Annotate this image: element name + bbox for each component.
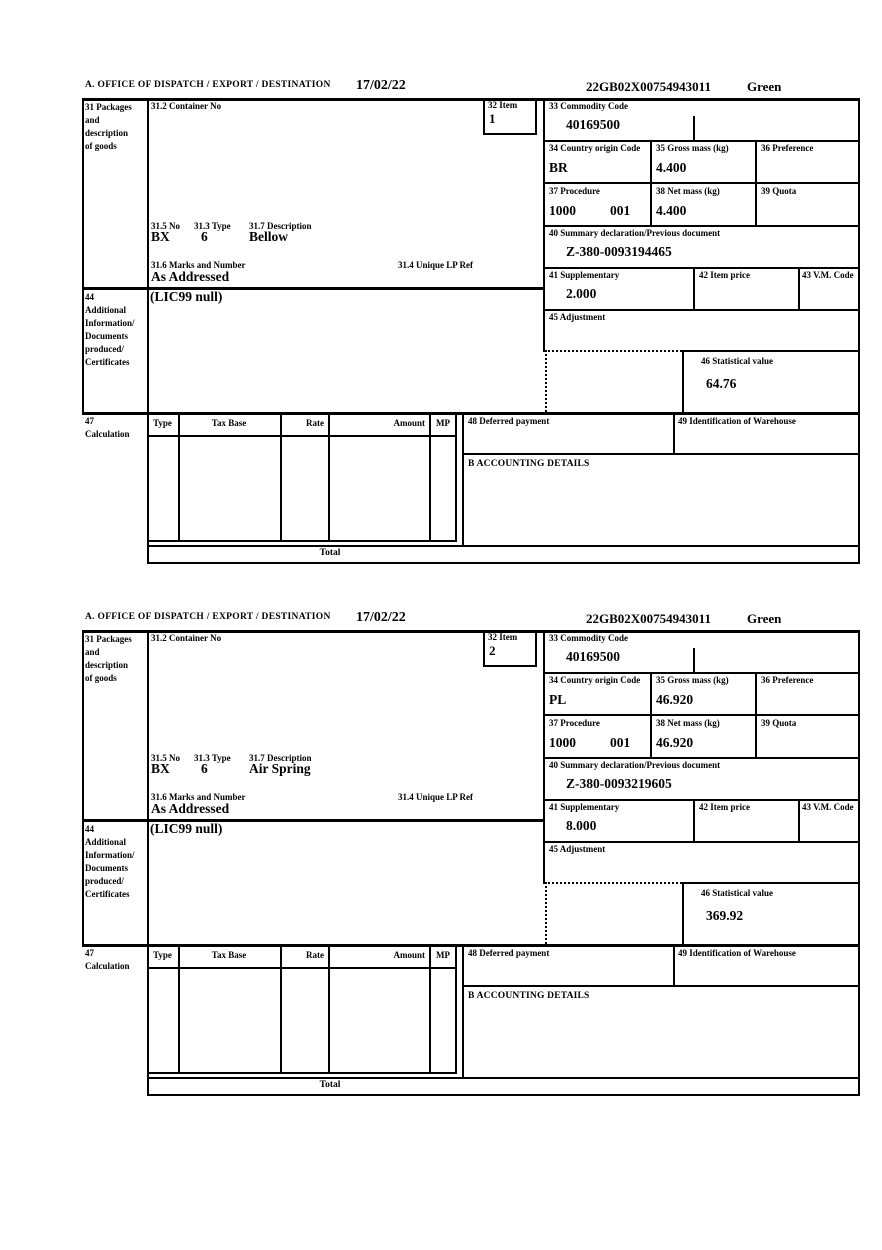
divider <box>147 630 149 1096</box>
divider <box>543 309 860 311</box>
divider <box>693 267 695 309</box>
divider <box>755 140 757 225</box>
divider <box>543 630 545 884</box>
box44-label-line: produced/ <box>85 344 124 354</box>
box44-label-line: Additional <box>85 305 127 315</box>
commodity-code-value: 40169500 <box>566 649 620 664</box>
goods-description-label: 31.7 Description <box>249 753 312 763</box>
box44-label-line: Additional <box>85 837 127 847</box>
box31-label-line: description <box>85 128 129 138</box>
container-no-label: 31.2 Container No <box>151 633 222 643</box>
divider <box>455 412 457 540</box>
divider <box>543 98 545 352</box>
packages-type-value: 6 <box>201 229 208 244</box>
divider <box>543 714 860 716</box>
divider <box>682 882 684 944</box>
divider <box>462 944 464 1077</box>
tax-base-header: Tax Base <box>211 950 247 960</box>
box44-label-line: Information/ <box>85 850 135 860</box>
dotted-divider <box>545 882 682 884</box>
gross-mass-value: 46.920 <box>656 692 694 707</box>
net-mass-label: 38 Net mass (kg) <box>656 186 720 196</box>
divider <box>82 944 860 947</box>
divider <box>693 799 695 841</box>
box44-label-line: Certificates <box>85 357 130 367</box>
divider <box>429 944 431 1072</box>
declaration-date: 17/02/22 <box>356 78 406 93</box>
packages-no-value: BX <box>151 229 170 244</box>
tax-mp-header: MP <box>436 950 450 960</box>
divider <box>673 944 675 987</box>
divider <box>682 882 860 884</box>
divider <box>755 672 757 757</box>
tax-rate-header: Rate <box>306 418 324 428</box>
previous-document-label: 40 Summary declaration/Previous document <box>549 228 721 238</box>
dotted-divider <box>545 350 547 412</box>
quota-label: 39 Quota <box>761 718 797 728</box>
sad-form-item-2 <box>0 610 882 1102</box>
packages-type-value: 6 <box>201 761 208 776</box>
divider <box>147 1072 457 1074</box>
marks-numbers-value: As Addressed <box>151 801 230 816</box>
sad-form-item-1 <box>0 78 882 570</box>
divider <box>543 757 860 759</box>
box31-label-line: description <box>85 660 129 670</box>
box31-label-line: and <box>85 647 100 657</box>
unique-lp-ref-label: 31.4 Unique LP Ref <box>398 260 474 270</box>
dotted-divider <box>545 882 547 944</box>
procedure-extra-value: 001 <box>610 735 631 750</box>
marks-numbers-label: 31.6 Marks and Number <box>151 260 246 270</box>
mrn-reference: 22GB02X00754943011 <box>586 611 711 626</box>
divider <box>543 140 860 142</box>
marks-numbers-label: 31.6 Marks and Number <box>151 792 246 802</box>
commodity-code-label: 33 Commodity Code <box>549 633 628 643</box>
divider <box>543 672 860 674</box>
adjustment-label: 45 Adjustment <box>549 312 606 322</box>
divider <box>543 182 860 184</box>
divider <box>462 412 464 545</box>
divider <box>328 412 330 540</box>
unique-lp-ref-label: 31.4 Unique LP Ref <box>398 792 474 802</box>
statistical-value-value: 64.76 <box>706 376 737 391</box>
divider <box>483 665 537 667</box>
procedure-extra-value: 001 <box>610 203 631 218</box>
divider <box>682 350 860 352</box>
vm-code-label: 43 V.M. Code <box>802 802 854 812</box>
accounting-details-label: B ACCOUNTING DETAILS <box>468 459 590 469</box>
supplementary-units-value: 8.000 <box>566 818 597 833</box>
divider <box>483 98 485 135</box>
divider <box>82 630 84 946</box>
calculation-label-line: 47 <box>85 948 94 958</box>
statistical-value-label: 46 Statistical value <box>701 356 773 366</box>
previous-document-value: Z-380-0093194465 <box>566 244 672 259</box>
box44-label-line: Information/ <box>85 318 135 328</box>
office-of-dispatch-label: A. OFFICE OF DISPATCH / EXPORT / DESTINATION <box>85 80 331 90</box>
divider <box>429 412 431 540</box>
additional-information-value: (LIC99 null) <box>150 289 223 304</box>
item-number-label: 32 Item <box>488 632 518 642</box>
box44-additional-info-label <box>85 823 135 901</box>
preference-label: 36 Preference <box>761 143 814 153</box>
box31-label-line: 31 Packages <box>85 102 132 112</box>
quota-label: 39 Quota <box>761 186 797 196</box>
divider <box>650 140 652 225</box>
commodity-code-subdivider <box>693 116 695 140</box>
previous-document-label: 40 Summary declaration/Previous document <box>549 760 721 770</box>
item-price-label: 42 Item price <box>699 802 750 812</box>
country-origin-label: 34 Country origin Code <box>549 675 641 685</box>
marks-numbers-value: As Addressed <box>151 269 230 284</box>
box44-label-line: Documents <box>85 331 128 341</box>
previous-document-value: Z-380-0093219605 <box>566 776 672 791</box>
divider <box>328 944 330 1072</box>
divider <box>543 841 860 843</box>
divider <box>798 267 800 309</box>
calculation-label <box>85 947 130 973</box>
box44-label-line: produced/ <box>85 876 124 886</box>
routing-status: Green <box>747 79 782 94</box>
divider <box>650 672 652 757</box>
commodity-code-value: 40169500 <box>566 117 620 132</box>
divider <box>543 225 860 227</box>
divider <box>82 412 860 415</box>
net-mass-value: 46.920 <box>656 735 694 750</box>
divider <box>798 799 800 841</box>
divider <box>147 435 457 437</box>
divider <box>535 98 537 135</box>
office-of-dispatch-label: A. OFFICE OF DISPATCH / EXPORT / DESTINATION <box>85 612 331 622</box>
country-origin-label: 34 Country origin Code <box>549 143 641 153</box>
container-no-label: 31.2 Container No <box>151 101 222 111</box>
net-mass-label: 38 Net mass (kg) <box>656 718 720 728</box>
adjustment-label: 45 Adjustment <box>549 844 606 854</box>
packages-no-label: 31.5 No <box>151 753 180 763</box>
box31-label-line: of goods <box>85 141 117 151</box>
box44-label-line: Documents <box>85 863 128 873</box>
country-origin-value: PL <box>549 692 567 707</box>
procedure-label: 37 Procedure <box>549 718 600 728</box>
divider <box>673 412 675 455</box>
divider <box>147 540 457 542</box>
deferred-payment-label: 48 Deferred payment <box>468 948 550 958</box>
procedure-value: 1000 <box>549 203 576 218</box>
divider <box>147 562 860 564</box>
tax-type-header: Type <box>153 950 172 960</box>
accounting-details-label: B ACCOUNTING DETAILS <box>468 991 590 1001</box>
item-number-value: 1 <box>489 111 496 126</box>
box44-additional-info-label <box>85 291 135 369</box>
supplementary-units-label: 41 Supplementary <box>549 270 620 280</box>
total-label: Total <box>319 1080 341 1090</box>
packages-type-label: 31.3 Type <box>194 221 231 231</box>
mrn-reference: 22GB02X00754943011 <box>586 79 711 94</box>
divider <box>178 412 180 540</box>
goods-description-value: Air Spring <box>249 761 311 776</box>
tax-rate-header: Rate <box>306 950 324 960</box>
warehouse-id-label: 49 Identification of Warehouse <box>678 416 796 426</box>
gross-mass-label: 35 Gross mass (kg) <box>656 143 729 153</box>
deferred-payment-label: 48 Deferred payment <box>468 416 550 426</box>
box44-label-line: 44 <box>85 292 94 302</box>
calculation-label-line: Calculation <box>85 961 130 971</box>
goods-description-label: 31.7 Description <box>249 221 312 231</box>
box44-label-line: Certificates <box>85 889 130 899</box>
divider <box>462 985 860 987</box>
declaration-date: 17/02/22 <box>356 610 406 625</box>
gross-mass-value: 4.400 <box>656 160 687 175</box>
box31-label-line: of goods <box>85 673 117 683</box>
divider <box>483 630 485 667</box>
box31-label-line: and <box>85 115 100 125</box>
item-price-label: 42 Item price <box>699 270 750 280</box>
divider <box>147 967 457 969</box>
warehouse-id-label: 49 Identification of Warehouse <box>678 948 796 958</box>
supplementary-units-value: 2.000 <box>566 286 597 301</box>
box44-label-line: 44 <box>85 824 94 834</box>
divider <box>535 630 537 667</box>
divider <box>858 630 860 1096</box>
divider <box>280 412 282 540</box>
divider <box>543 799 860 801</box>
divider <box>147 1077 860 1079</box>
statistical-value-label: 46 Statistical value <box>701 888 773 898</box>
tax-amount-header: Amount <box>393 950 425 960</box>
tax-base-header: Tax Base <box>211 418 247 428</box>
routing-status: Green <box>747 611 782 626</box>
box31-packages-label <box>85 101 132 153</box>
divider <box>455 944 457 1072</box>
tax-mp-header: MP <box>436 418 450 428</box>
divider <box>280 944 282 1072</box>
commodity-code-subdivider <box>693 648 695 672</box>
supplementary-units-label: 41 Supplementary <box>549 802 620 812</box>
additional-information-value: (LIC99 null) <box>150 821 223 836</box>
divider <box>147 1094 860 1096</box>
divider <box>682 350 684 412</box>
divider <box>462 453 860 455</box>
divider <box>147 98 149 564</box>
procedure-label: 37 Procedure <box>549 186 600 196</box>
dotted-divider <box>545 350 682 352</box>
commodity-code-label: 33 Commodity Code <box>549 101 628 111</box>
packages-no-value: BX <box>151 761 170 776</box>
country-origin-value: BR <box>549 160 568 175</box>
divider <box>483 133 537 135</box>
divider <box>178 944 180 1072</box>
box31-packages-label <box>85 633 132 685</box>
calculation-label <box>85 415 130 441</box>
tax-type-header: Type <box>153 418 172 428</box>
statistical-value-value: 369.92 <box>706 908 744 923</box>
packages-type-label: 31.3 Type <box>194 753 231 763</box>
vm-code-label: 43 V.M. Code <box>802 270 854 280</box>
item-number-value: 2 <box>489 643 496 658</box>
procedure-value: 1000 <box>549 735 576 750</box>
divider <box>543 267 860 269</box>
total-label: Total <box>319 548 341 558</box>
preference-label: 36 Preference <box>761 675 814 685</box>
net-mass-value: 4.400 <box>656 203 687 218</box>
tax-amount-header: Amount <box>393 418 425 428</box>
item-number-label: 32 Item <box>488 100 518 110</box>
packages-no-label: 31.5 No <box>151 221 180 231</box>
calculation-label-line: 47 <box>85 416 94 426</box>
divider <box>82 98 84 414</box>
goods-description-value: Bellow <box>249 229 288 244</box>
divider <box>858 98 860 564</box>
box31-label-line: 31 Packages <box>85 634 132 644</box>
calculation-label-line: Calculation <box>85 429 130 439</box>
gross-mass-label: 35 Gross mass (kg) <box>656 675 729 685</box>
divider <box>147 545 860 547</box>
